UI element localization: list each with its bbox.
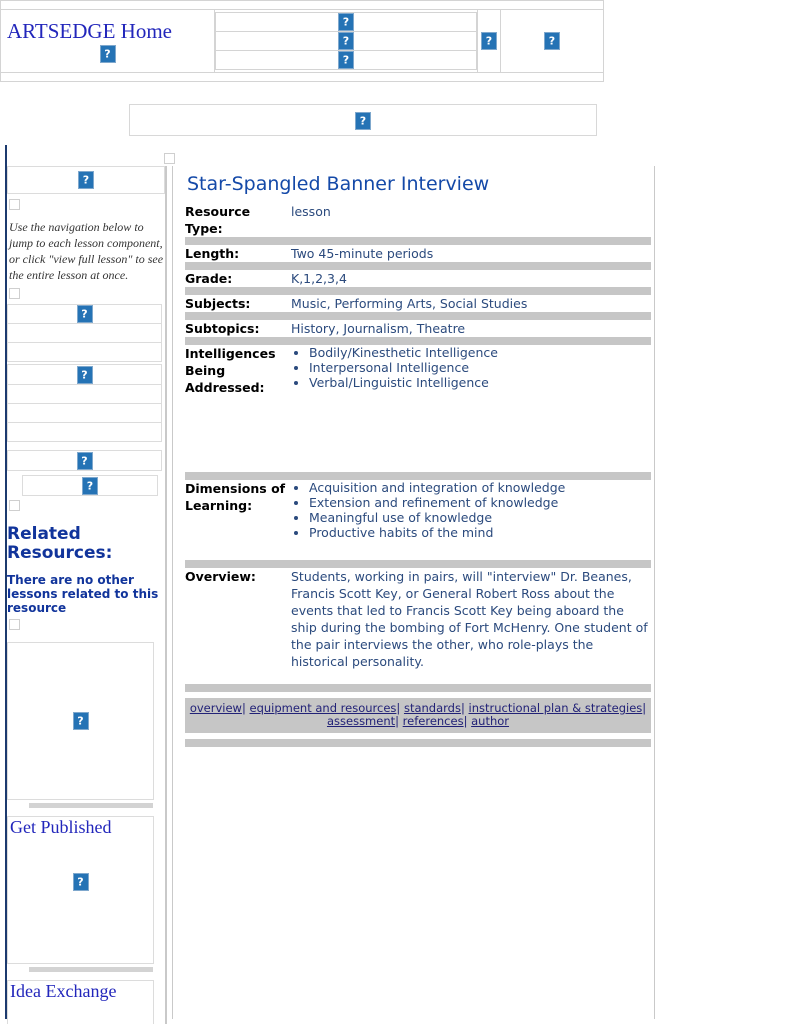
sidebar-promo-divider-2 [29, 967, 153, 972]
header-bottom-rule [0, 73, 604, 82]
row-separator [185, 237, 651, 245]
link-separator: | [241, 701, 246, 715]
sidebar-small-square-4 [9, 616, 165, 634]
sidebar-nav-item[interactable] [8, 343, 162, 362]
spacer-row [185, 396, 651, 472]
empty-broken-image-icon [9, 199, 20, 210]
meta-label: Subjects: [185, 296, 251, 311]
stray-broken-image[interactable] [164, 149, 175, 167]
row-separator [185, 262, 651, 270]
broken-image-icon[interactable] [78, 171, 94, 189]
link-separator: | [460, 701, 465, 715]
row-separator [185, 337, 651, 345]
sidebar-promo-image[interactable] [8, 873, 153, 891]
column-gutter-rule [165, 166, 167, 1024]
list-item: • Meaningful use of knowledge [309, 510, 651, 525]
sidebar-promo-get-published[interactable] [7, 816, 154, 964]
banner-row [0, 104, 800, 136]
link-author[interactable]: author [471, 714, 510, 728]
list-item: • Bodily/Kinesthetic Intelligence [309, 345, 651, 360]
spacer-row [185, 670, 651, 684]
spacer-row [185, 540, 651, 560]
link-separator: | [395, 714, 400, 728]
table-row [185, 295, 651, 312]
meta-label: Grade: [185, 271, 233, 286]
related-resources-heading: Related Resources: [7, 523, 113, 563]
footer-bottom-strip [185, 739, 651, 747]
meta-value: Music, Performing Arts, Social Studies [291, 296, 528, 311]
header-top-rule [0, 0, 604, 9]
link-standards[interactable]: standards [403, 701, 461, 715]
link-overview[interactable]: overview [189, 701, 242, 715]
row-separator [185, 312, 651, 320]
lesson-meta-table [185, 203, 651, 692]
list-item: • Productive habits of the mind [309, 525, 651, 540]
list-item: • Interpersonal Intelligence [309, 360, 651, 375]
header-wide-cell[interactable] [501, 10, 604, 73]
meta-label: Subtopics: [185, 321, 260, 336]
sidebar-nav-item[interactable] [8, 324, 162, 343]
sidebar-promo-title[interactable]: Idea Exchange [10, 980, 117, 1001]
meta-label: Resource Type: [185, 204, 251, 236]
header-home-cell[interactable] [1, 10, 215, 73]
link-equipment-and-resources[interactable]: equipment and resources [249, 701, 397, 715]
header-table [0, 9, 604, 73]
meta-value-dimensions [291, 480, 651, 540]
broken-image-icon[interactable] [77, 452, 93, 470]
table-row [185, 245, 651, 262]
main-content [172, 166, 655, 1019]
list-item: • Acquisition and integration of knowledge [309, 480, 651, 495]
meta-label-overview: Overview: [185, 569, 256, 584]
site-title[interactable]: ARTSEDGE Home [7, 18, 172, 43]
lesson-section-nav [185, 698, 651, 733]
meta-value-overview: Students, working in pairs, will "interview" Dr. Beanes, Francis Scott Key, or General Robert Ross about the events that led to Francis Scott Key being aboard the ship during the bombing of Fort McHenry. One student of the pair interviews the other, who role-plays the historical personality. [291, 569, 648, 669]
sidebar-nav-item[interactable] [8, 305, 162, 324]
meta-value: lesson [291, 204, 331, 219]
link-references[interactable]: references [402, 714, 464, 728]
broken-image-icon[interactable] [82, 477, 98, 495]
meta-label-intelligences: Intelligences Being Addressed: [185, 346, 276, 395]
meta-label: Length: [185, 246, 240, 261]
sidebar-secondary-button[interactable] [22, 475, 158, 496]
broken-image-icon[interactable] [338, 32, 354, 50]
broken-image-icon[interactable] [73, 873, 89, 891]
banner-box[interactable] [129, 104, 597, 136]
broken-image-icon[interactable] [355, 112, 371, 130]
row-separator [185, 287, 651, 295]
table-row [185, 270, 651, 287]
sidebar [7, 166, 165, 1024]
sidebar-promo-title[interactable]: Get Published [10, 816, 112, 837]
sidebar-nav-item[interactable] [8, 422, 162, 441]
meta-value: History, Journalism, Theatre [291, 321, 466, 336]
header-nav-row-1[interactable] [216, 12, 477, 31]
broken-image-icon[interactable] [77, 305, 93, 323]
table-row [185, 320, 651, 337]
meta-value-intelligences [291, 345, 651, 396]
content-columns [0, 145, 800, 1024]
site-header [0, 0, 604, 82]
row-separator [185, 684, 651, 692]
sidebar-nav-note: Use the navigation below to jump to each lesson component, or click "view full lesson" to see the entire lesson at once. [9, 220, 164, 282]
empty-broken-image-icon[interactable] [164, 153, 175, 164]
dimensions-list [291, 480, 651, 540]
related-resources-empty-text: There are no other lessons related to this resource [7, 572, 159, 615]
list-item: • Extension and refinement of knowledge [309, 495, 651, 510]
table-row [185, 480, 651, 540]
sidebar-promo-divider-1 [29, 803, 153, 808]
link-separator: | [642, 701, 647, 715]
sidebar-view-full-lesson-button[interactable] [7, 450, 162, 471]
table-row [185, 203, 651, 237]
header-narrow-cell[interactable] [478, 10, 501, 73]
empty-broken-image-icon [9, 500, 20, 511]
meta-label-dimensions: Dimensions of Learning: [185, 481, 286, 513]
meta-value: K,1,2,3,4 [291, 271, 347, 286]
broken-image-icon[interactable] [544, 32, 560, 50]
sidebar-nav-item[interactable] [8, 403, 162, 422]
broken-image-icon[interactable] [481, 32, 497, 50]
header-nav-table [215, 12, 477, 71]
sidebar-top-box[interactable] [7, 166, 165, 194]
table-row [185, 568, 651, 670]
sidebar-small-square-1 [9, 195, 165, 213]
link-assessment[interactable]: assessment [326, 714, 396, 728]
list-item: • Verbal/Linguistic Intelligence [309, 375, 651, 390]
page-body [0, 145, 800, 1024]
link-instructional-plan-strategies[interactable]: instructional plan & strategies [468, 701, 643, 715]
empty-broken-image-icon [9, 619, 20, 630]
row-separator [185, 560, 651, 568]
broken-image-icon[interactable] [338, 51, 354, 69]
empty-broken-image-icon [9, 288, 20, 299]
sidebar-nav-group-2 [7, 364, 162, 441]
sidebar-nav-item[interactable] [8, 384, 162, 403]
sidebar-nav-item[interactable] [8, 365, 162, 384]
table-row [185, 345, 651, 396]
link-separator: | [463, 714, 468, 728]
sidebar-nav-group-1 [7, 304, 162, 362]
header-home-logo-cell [5, 43, 210, 63]
sidebar-small-square-3 [9, 497, 165, 515]
broken-image-icon[interactable] [73, 712, 89, 730]
header-nav-row-2[interactable] [216, 31, 477, 50]
sidebar-small-square-2 [9, 284, 165, 302]
broken-image-icon[interactable] [100, 45, 116, 63]
intelligences-list [291, 345, 651, 390]
link-separator: | [396, 701, 401, 715]
meta-value: Two 45-minute periods [291, 246, 434, 261]
sidebar-promo-idea-exchange[interactable] [7, 980, 154, 1024]
header-nav-cell [215, 10, 478, 73]
page-title: Star-Spangled Banner Interview [187, 173, 490, 195]
row-separator [185, 472, 651, 480]
sidebar-ad-panel[interactable] [7, 642, 154, 800]
broken-image-icon[interactable] [77, 366, 93, 384]
header-nav-row-3[interactable] [216, 51, 477, 70]
broken-image-icon[interactable] [338, 13, 354, 31]
